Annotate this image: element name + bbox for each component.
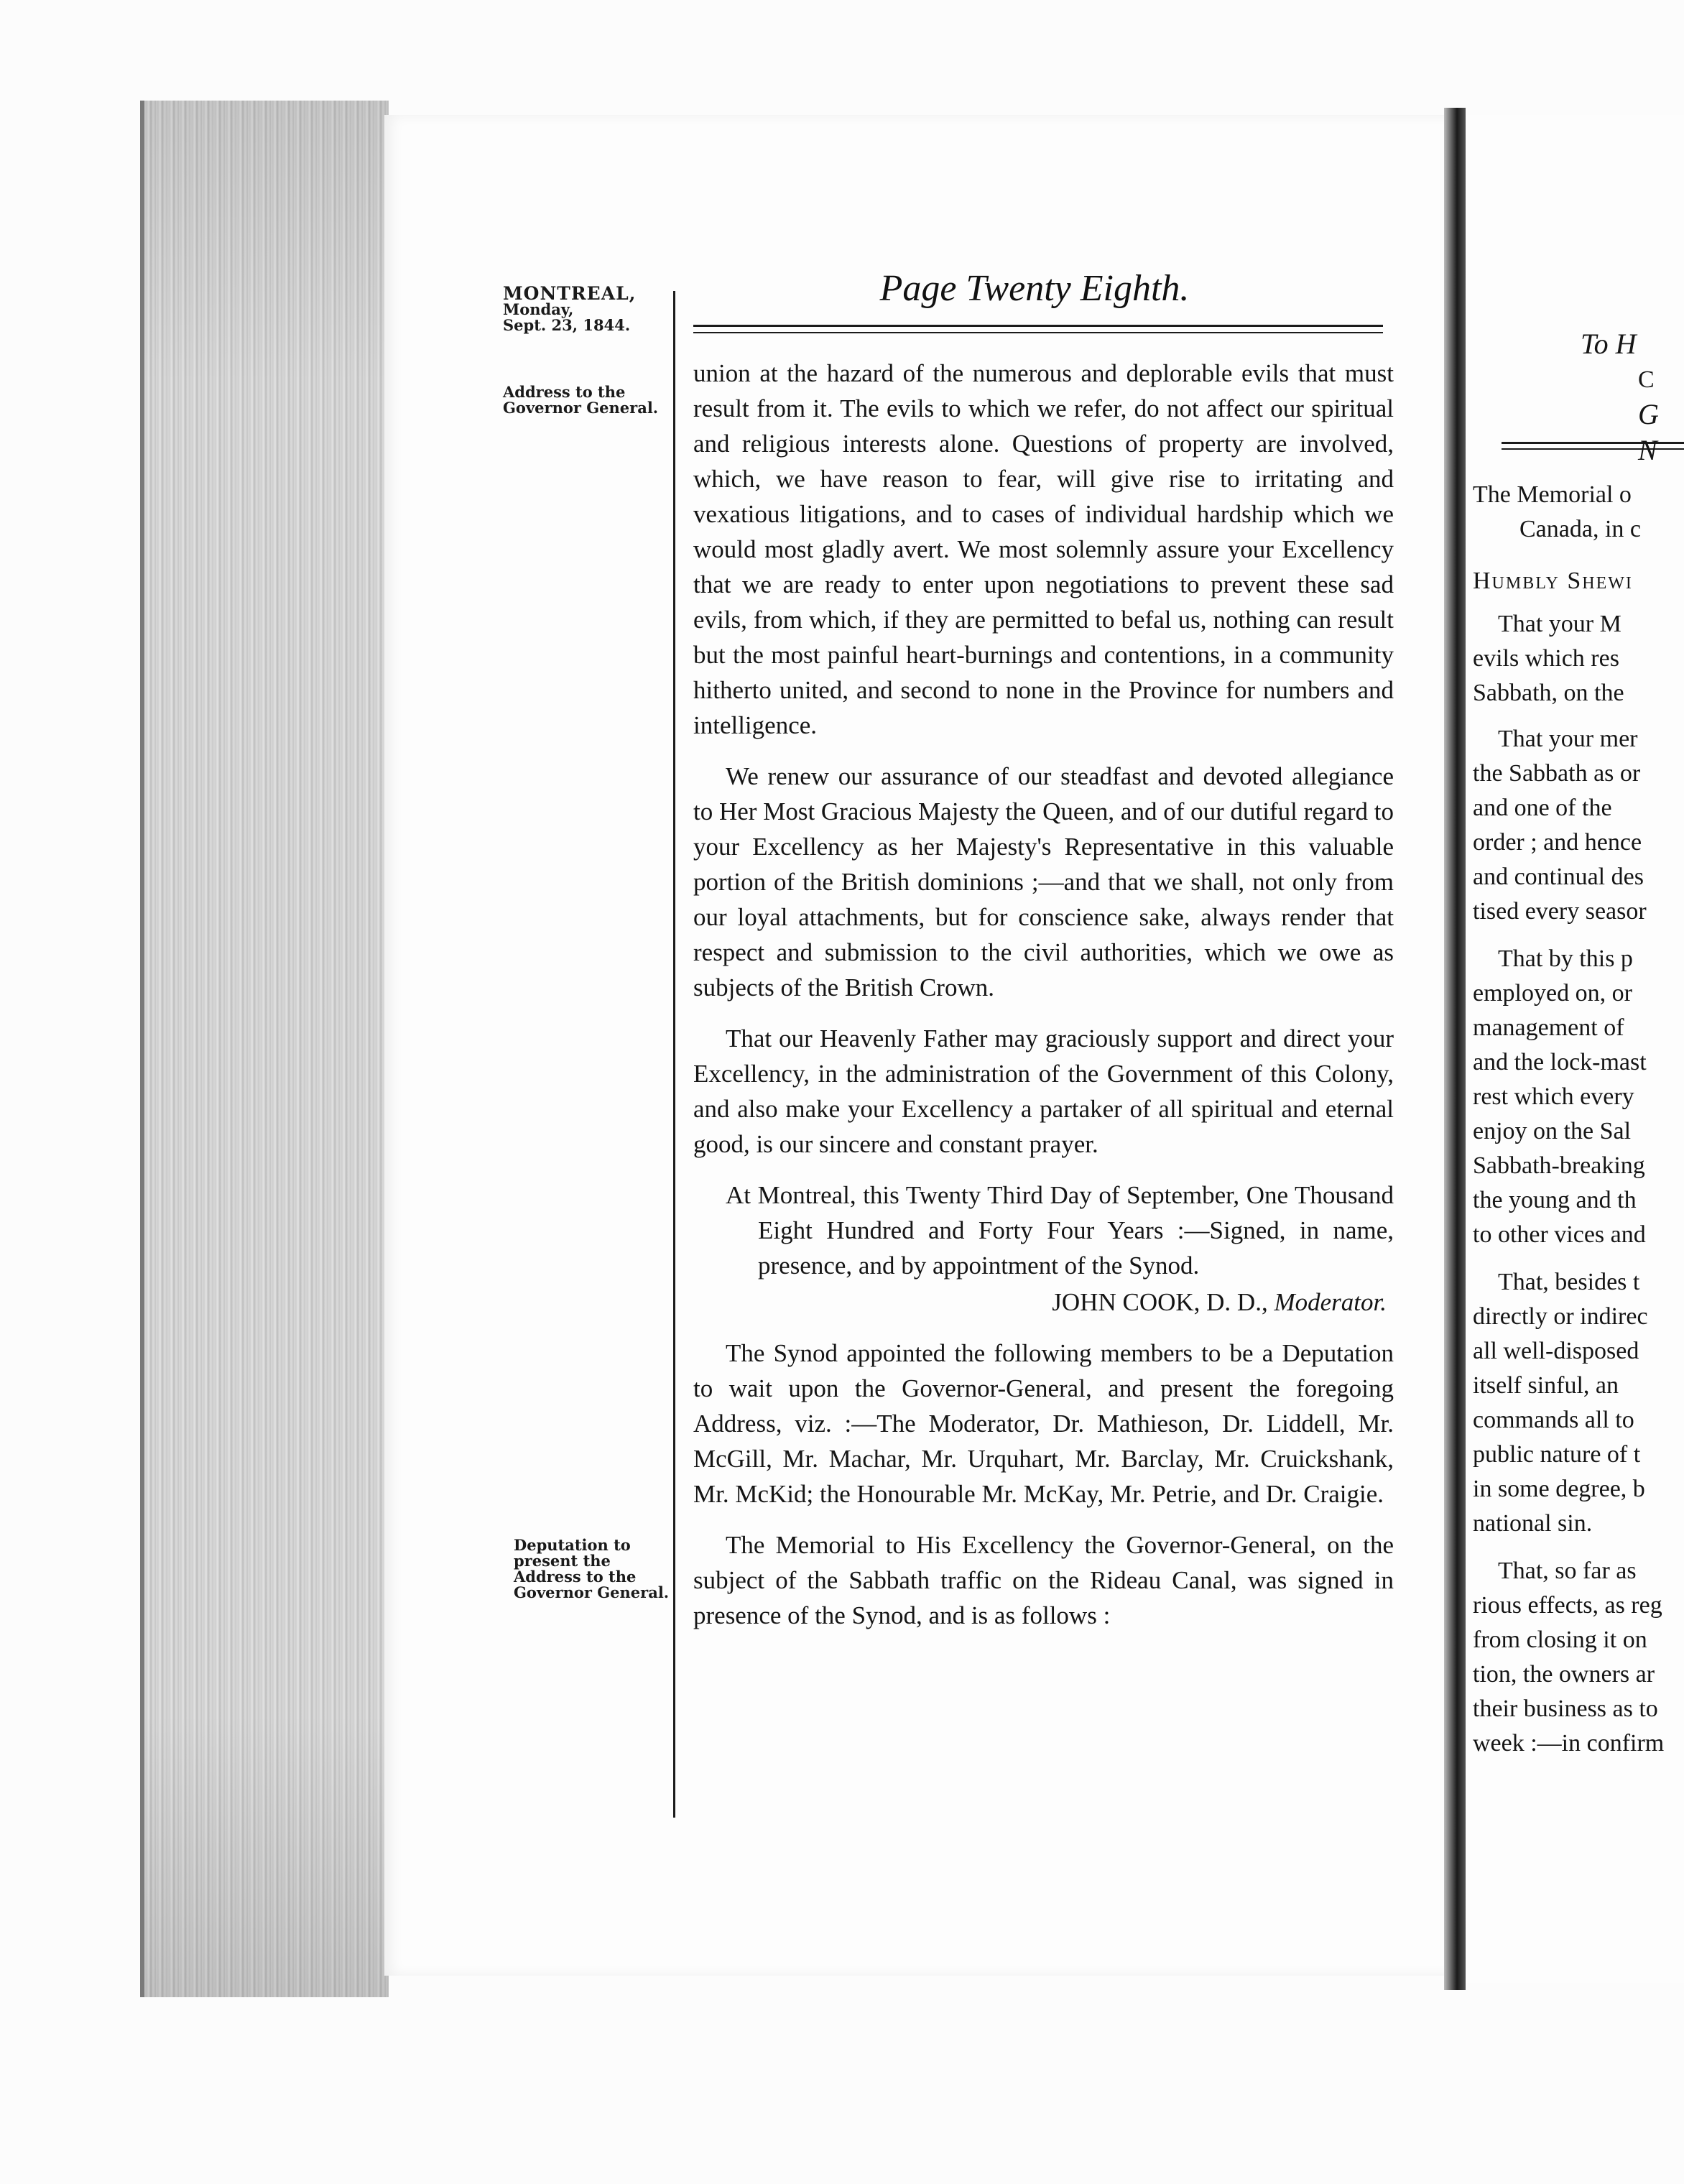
- right-page-line: tion, the owners ar: [1473, 1661, 1655, 1688]
- signature: [693, 1285, 1394, 1320]
- margin-place: MONTREAL,: [503, 283, 637, 304]
- paragraph-3: That our Heavenly Father may graciously support and direct your Excellency, in the administration of the Government of this Colony, and also make your Excellency a partaker of all spiritual and eternal good, is our sincere and constant prayer.: [693, 1024, 1394, 1158]
- book-gutter: [1444, 108, 1466, 1990]
- right-page-line: That, so far as: [1498, 1558, 1637, 1584]
- dateline: At Montreal, this Twenty Third Day of September, One Thousand Eight Hundred and Forty Four Years :—Signed, in name, presence, and by appointment of the Synod.: [726, 1181, 1394, 1280]
- right-page-line: C: [1638, 366, 1655, 393]
- page-block-edges: [140, 101, 389, 1997]
- right-page-line: That your M: [1498, 611, 1621, 637]
- right-page-line: The Memorial o: [1473, 481, 1632, 508]
- right-page-line: That, besides t: [1498, 1269, 1640, 1295]
- right-page-line: and one of the: [1473, 795, 1612, 821]
- paragraph-deputation: The Synod appointed the following members to be a Deputation to wait upon the Governor-General, and present the foregoing Address, viz. :—The Moderator, Dr. Mathieson, Dr. Liddell, Mr. McGill, Mr. Machar, Mr. Urquhart, Mr. Barclay, Mr. Cruickshank, Mr. McKid; the Honourable Mr. McKay, Mr. Petrie, and Dr. Craigie.: [693, 1339, 1394, 1508]
- right-page-line: the Sabbath as or: [1473, 760, 1641, 787]
- signature-name: JOHN COOK, D. D.,: [1052, 1288, 1268, 1316]
- right-page-line: commands all to: [1473, 1407, 1634, 1433]
- paragraph-2: We renew our assurance of our steadfast and devoted allegiance to Her Most Gracious Majesty the Queen, and of our dutiful regard to your Excellency as her Majesty's Representative in this valuable portion of the British dominions ;—and that we shall, not only from our loyal attachments, but for conscience sake, always render that respect and submission to the civil authorities, which we owe as subjects of the British Crown.: [693, 762, 1394, 1001]
- right-page-line: Canada, in c: [1519, 516, 1641, 542]
- right-page-line: management of: [1473, 1014, 1624, 1041]
- right-page-line: public nature of t: [1473, 1441, 1641, 1468]
- right-page-line: evils which res: [1473, 645, 1619, 672]
- right-page-line: and the lock-mast: [1473, 1049, 1647, 1075]
- right-page-line: and continual des: [1473, 864, 1644, 890]
- right-page-line: That by this p: [1498, 945, 1633, 972]
- right-page-line: in some degree, b: [1473, 1476, 1645, 1502]
- right-page-line: enjoy on the Sal: [1473, 1118, 1632, 1144]
- right-page-line: To H: [1581, 328, 1637, 360]
- paragraph-memorial-intro: The Memorial to His Excellency the Governor-General, on the subject of the Sabbath traffic on the Rideau Canal, was signed in presence of the Synod, and is as follows :: [693, 1531, 1394, 1629]
- right-page-line: order ; and hence: [1473, 829, 1642, 856]
- right-page-line: tised every seasor: [1473, 898, 1647, 925]
- right-page-line: their business as to: [1473, 1695, 1658, 1722]
- right-page-line: directly or indirec: [1473, 1303, 1648, 1330]
- margin-date: Sept. 23, 1844.: [503, 316, 631, 334]
- right-page-line: from closing it on: [1473, 1627, 1647, 1653]
- right-page: [1466, 115, 1684, 1983]
- right-page-line: rious effects, as reg: [1473, 1592, 1662, 1619]
- head-rule-thick: [693, 325, 1383, 327]
- margin-date-header: [503, 283, 679, 334]
- right-page-line: rest which every: [1473, 1083, 1634, 1110]
- head-rule-thin: [693, 332, 1383, 333]
- right-page-line: Sabbath, on the: [1473, 680, 1624, 706]
- right-page-line: Sabbath-breaking: [1473, 1152, 1645, 1179]
- right-page-line: That your mer: [1498, 726, 1638, 752]
- right-page-line: G: [1638, 398, 1659, 430]
- right-page-line: national sin.: [1473, 1510, 1593, 1537]
- right-page-line: employed on, or: [1473, 980, 1632, 1007]
- margin-rule: [673, 291, 675, 1818]
- running-head: Page Twenty Eighth.: [879, 268, 1190, 309]
- right-page-line: Humbly Shewi: [1473, 568, 1633, 594]
- body-text: [693, 356, 1394, 1633]
- right-page-line: N: [1638, 434, 1657, 466]
- margin-day: Monday,: [503, 300, 574, 318]
- right-page-line: itself sinful, an: [1473, 1372, 1619, 1399]
- right-page-line: to other vices and: [1473, 1221, 1646, 1248]
- margin-note-deputation: Deputation to present the Address to the Governor General.: [514, 1536, 670, 1601]
- signature-role: Moderator.: [1274, 1288, 1387, 1316]
- right-page-line: week :—in confirm: [1473, 1730, 1665, 1757]
- right-page-line: all well-disposed: [1473, 1338, 1639, 1364]
- right-page-line: the young and th: [1473, 1187, 1637, 1213]
- paragraph-1: union at the hazard of the numerous and deplorable evils that must result from it. The evils to which we refer, do not affect our spiritual and religious interests alone. Questions of property are involved, which, we have reason to fear, will give rise to irritating and vexatious litigations, and to cases of individual hardship which we would most gladly avert. We most solemnly assure your Excellency that we are ready to enter upon negotiations to prevent these sad evils, from which, if they are permitted to befal us, nothing can result but the most painful heart-burnings and contentions, in a community hitherto united, and second to none in the Province for numbers and intelligence.: [693, 359, 1394, 739]
- margin-note-address: Address to the Governor General.: [503, 383, 659, 417]
